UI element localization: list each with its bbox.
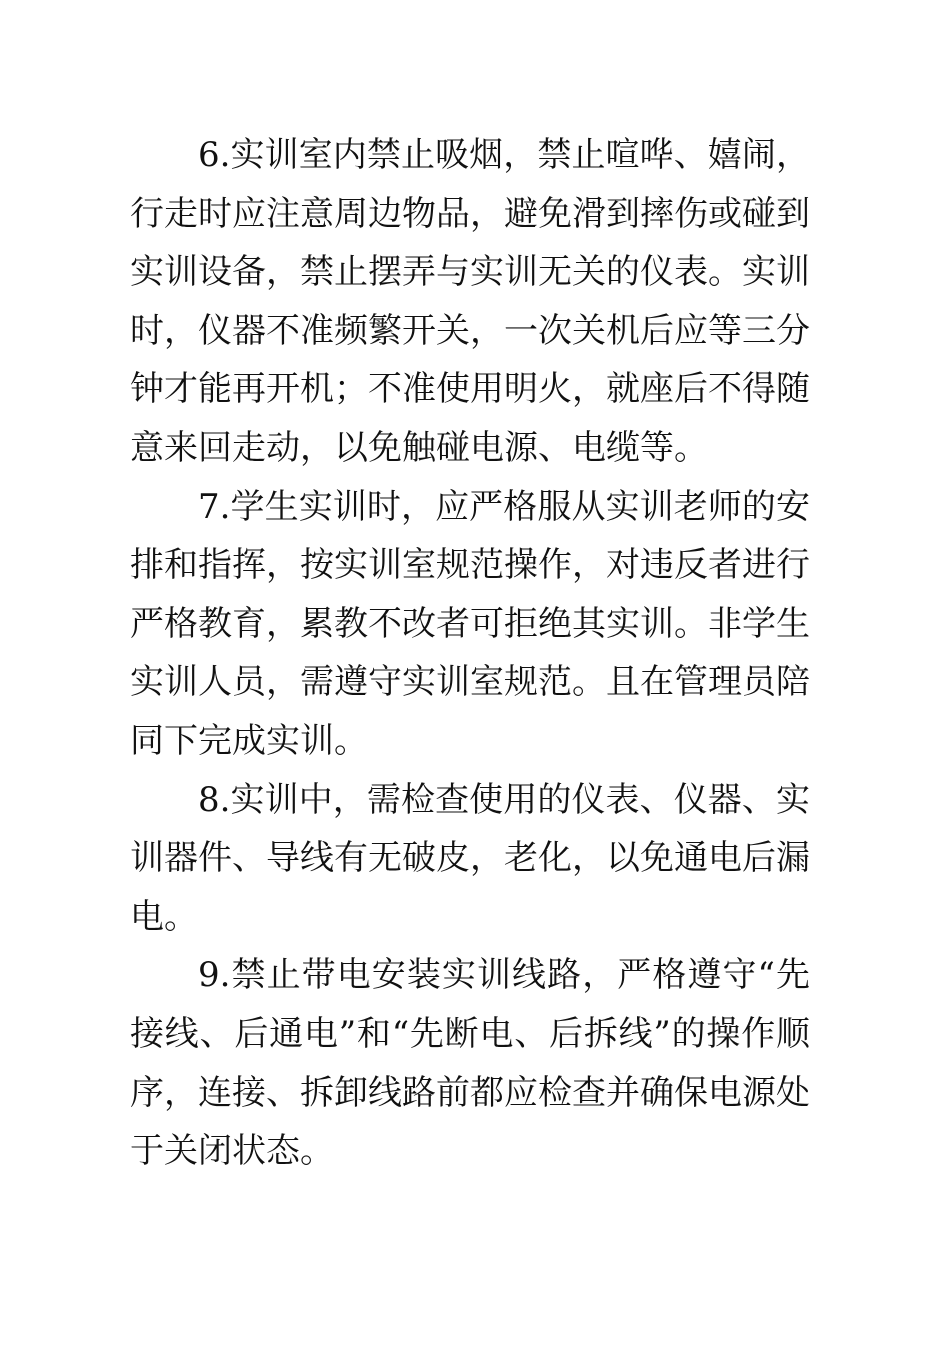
rule-paragraph-8: 8.实训中，需检查使用的仪表、仪器、实训器件、导线有无破皮，老化，以免通电后漏电。 [130,779,810,937]
rule-paragraph-7: 7.学生实训时，应严格服从实训老师的安排和指挥，按实训室规范操作，对违反者进行严格教育，累教不改者可拒绝其实训。非学生实训人员，需遵守实训室规范。且在管理员陪同下完成实训。 [130,486,810,761]
document-page [130,126,810,1181]
rule-paragraph-9: 9.禁止带电安装实训线路，严格遵守“先接线、后通电”和“先断电、后拆线”的操作顺序，连接、拆卸线路前都应检查并确保电源处于关闭状态。 [130,955,810,1172]
rule-paragraph-6: 6.实训室内禁止吸烟，禁止喧哗、嬉闹，行走时应注意周边物品，避免滑到摔伤或碰到实训设备，禁止摆弄与实训无关的仪表。实训时，仪器不准频繁开关，一次关机后应等三分钟才能再开机；不准使用明火，就座后不得随意来回走动，以免触碰电源、电缆等。 [130,135,810,468]
